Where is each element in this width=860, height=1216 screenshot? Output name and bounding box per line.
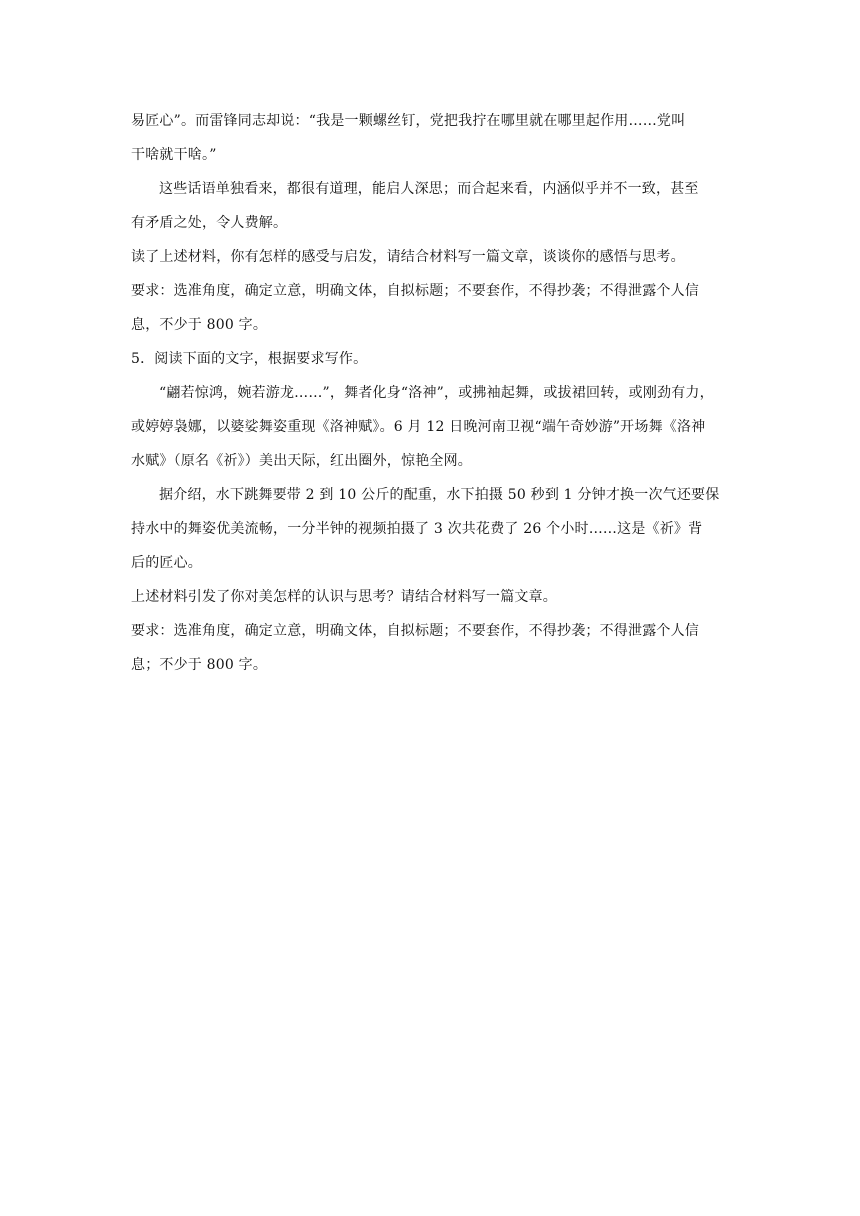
- prompt-line: 上述材料引发了你对美怎样的认识与思考？请结合材料写一篇文章。: [131, 589, 557, 605]
- requirements-line: 息；不少于 800 字。: [131, 657, 268, 673]
- paragraph-line: 水赋》（原名《祈》）美出天际，红出圈外，惊艳全网。: [131, 453, 472, 469]
- paragraph-line: “翩若惊鸿，婉若游龙……”，舞者化身“洛神”，或拂袖起舞，或拔裙回转，或刚劲有力，: [159, 385, 714, 401]
- requirements-line: 息，不少于 800 字。: [131, 317, 268, 333]
- paragraph-line: 后的匠心。: [131, 555, 202, 571]
- paragraph-line: 这些话语单独看来，都很有道理，能启人深思；而合起来看，内涵似乎并不一致，甚至: [159, 181, 699, 197]
- paragraph-line: 有矛盾之处，令人费解。: [131, 215, 288, 231]
- prompt-line: 读了上述材料，你有怎样的感受与启发，请结合材料写一篇文章，谈谈你的感悟与思考。: [131, 249, 685, 265]
- requirements-line: 要求：选准角度，确定立意，明确文体，自拟标题；不要套作，不得抄袭；不得泄露个人信: [131, 283, 699, 299]
- paragraph-line: 或婷婷袅娜，以婆娑舞姿重现《洛神赋》。6 月 12 日晚河南卫视“端午奇妙游”开场舞《洛神: [131, 419, 706, 435]
- paragraph-line: 易匠心”。而雷锋同志却说：“我是一颗螺丝钉，党把我拧在哪里就在哪里起作用……党叫: [131, 113, 686, 129]
- paragraph-line: 据介绍，水下跳舞要带 2 到 10 公斤的配重，水下拍摄 50 秒到 1 分钟才换一次气还要保: [159, 487, 720, 503]
- document-page: [131, 104, 731, 682]
- question-heading: 5．阅读下面的文字，根据要求写作。: [131, 351, 368, 367]
- paragraph-line: 持水中的舞姿优美流畅，一分半钟的视频拍摄了 3 次共花费了 26 个小时……这是《祈》背: [131, 521, 703, 537]
- paragraph-line: 干啥就干啥。”: [131, 147, 217, 163]
- requirements-line: 要求：选准角度，确定立意，明确文体，自拟标题；不要套作，不得抄袭；不得泄露个人信: [131, 623, 699, 639]
